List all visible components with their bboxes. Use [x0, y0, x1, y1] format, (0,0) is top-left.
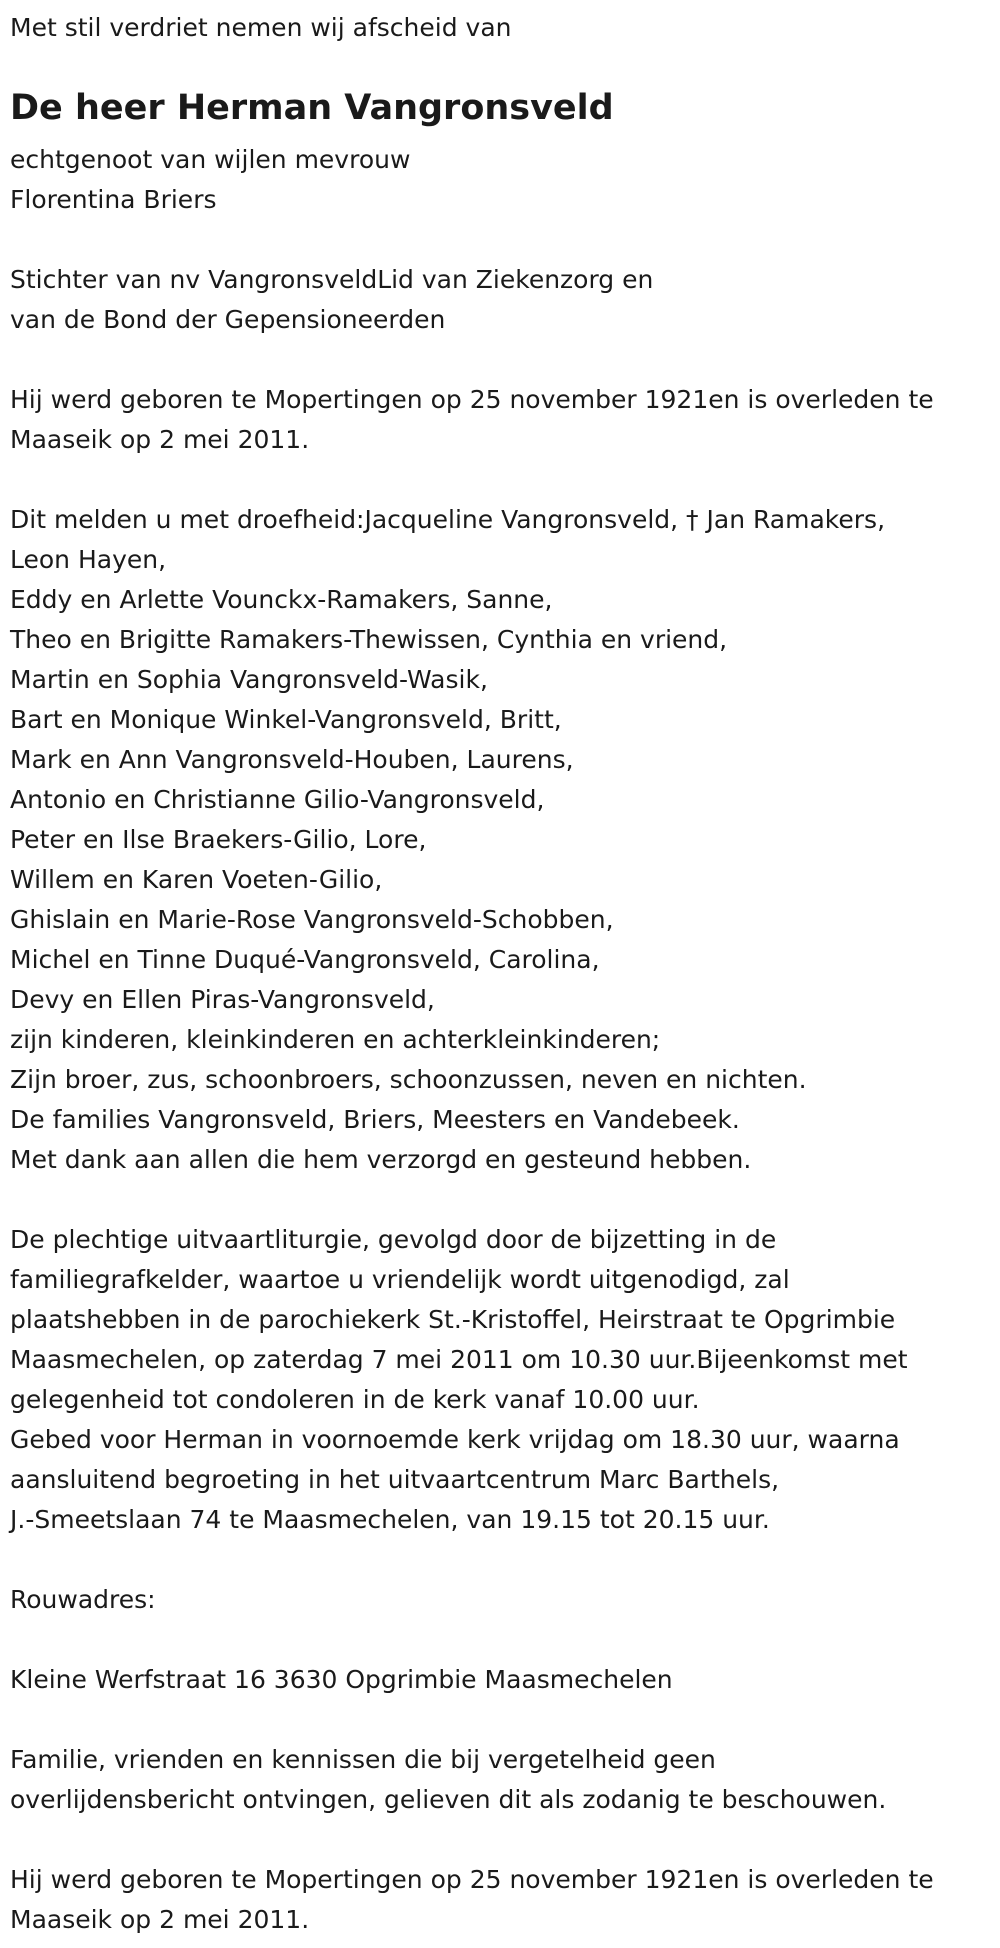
address-text: Kleine Werfstraat 16 3630 Opgrimbie Maasmechelen [10, 1665, 673, 1694]
family-line: zijn kinderen, kleinkinderen en achterkleinkinderen; [10, 1025, 661, 1054]
ceremony-line: De plechtige uitvaartliturgie, gevolgd door de bijzetting in de [10, 1225, 777, 1254]
notice-line: Familie, vrienden en kennissen die bij vergetelheid geen [10, 1745, 716, 1774]
deceased-name: De heer Herman Vangronsveld [10, 88, 614, 128]
family-line: Willem en Karen Voeten-Gilio, [10, 865, 383, 894]
birth-death-line: Hij werd geboren te Mopertingen op 25 november 1921en is overleden te [10, 385, 934, 414]
roles-line: Stichter van nv VangronsveldLid van Ziekenzorg en [10, 265, 654, 294]
notice-line: overlijdensbericht ontvingen, gelieven dit als zodanig te beschouwen. [10, 1785, 887, 1814]
family-line: Dit melden u met droefheid:Jacqueline Vangronsveld, † Jan Ramakers, [10, 505, 886, 534]
birth-death-line: Maaseik op 2 mei 2011. [10, 425, 310, 454]
birth-death-line: Hij werd geboren te Mopertingen op 25 november 1921en is overleden te [10, 1865, 934, 1894]
family-line: Met dank aan allen die hem verzorgd en gesteund hebben. [10, 1145, 752, 1174]
spouse-line: echtgenoot van wijlen mevrouw [10, 145, 411, 174]
family-line: Bart en Monique Winkel-Vangronsveld, Britt, [10, 705, 562, 734]
family-line: Ghislain en Marie-Rose Vangronsveld-Schobben, [10, 905, 614, 934]
birth-death-block [10, 380, 1000, 460]
roles-block [10, 260, 1000, 340]
address-label: Rouwadres: [10, 1585, 156, 1614]
ceremony-line: J.-Smeetslaan 74 te Maasmechelen, van 19.15 tot 20.15 uur. [10, 1505, 770, 1534]
family-line: Theo en Brigitte Ramakers-Thewissen, Cynthia en vriend, [10, 625, 728, 654]
family-block [10, 500, 1000, 1180]
birth-death-repeat-block [10, 1860, 1000, 1940]
ceremony-line: Maasmechelen, op zaterdag 7 mei 2011 om 10.30 uur.Bijeenkomst met [10, 1345, 908, 1374]
family-line: Antonio en Christianne Gilio-Vangronsveld, [10, 785, 545, 814]
family-line: Eddy en Arlette Vounckx-Ramakers, Sanne, [10, 585, 553, 614]
ceremony-line: Gebed voor Herman in voornoemde kerk vrijdag om 18.30 uur, waarna [10, 1425, 900, 1454]
family-line: Peter en Ilse Braekers-Gilio, Lore, [10, 825, 427, 854]
ceremony-line: aansluitend begroeting in het uitvaartcentrum Marc Barthels, [10, 1465, 780, 1494]
family-line: Leon Hayen, [10, 545, 167, 574]
ceremony-line: gelegenheid tot condoleren in de kerk vanaf 10.00 uur. [10, 1385, 700, 1414]
family-line: Michel en Tinne Duqué-Vangronsveld, Carolina, [10, 945, 600, 974]
family-line: Mark en Ann Vangronsveld-Houben, Laurens, [10, 745, 574, 774]
family-line: De families Vangronsveld, Briers, Meesters en Vandebeek. [10, 1105, 740, 1134]
notice-block [10, 1740, 1000, 1820]
family-line: Martin en Sophia Vangronsveld-Wasik, [10, 665, 488, 694]
family-line: Zijn broer, zus, schoonbroers, schoonzussen, neven en nichten. [10, 1065, 807, 1094]
family-line: Devy en Ellen Piras-Vangronsveld, [10, 985, 435, 1014]
ceremony-block [10, 1220, 1000, 1540]
birth-death-line: Maaseik op 2 mei 2011. [10, 1905, 310, 1934]
roles-line: van de Bond der Gepensioneerden [10, 305, 446, 334]
spouse-line: Florentina Briers [10, 185, 217, 214]
spouse-block [10, 140, 1000, 220]
ceremony-line: plaatshebben in de parochiekerk St.-Kristoffel, Heirstraat te Opgrimbie [10, 1305, 896, 1334]
ceremony-line: familiegrafkelder, waartoe u vriendelijk wordt uitgenodigd, zal [10, 1265, 790, 1294]
intro-line: Met stil verdriet nemen wij afscheid van [10, 13, 512, 42]
